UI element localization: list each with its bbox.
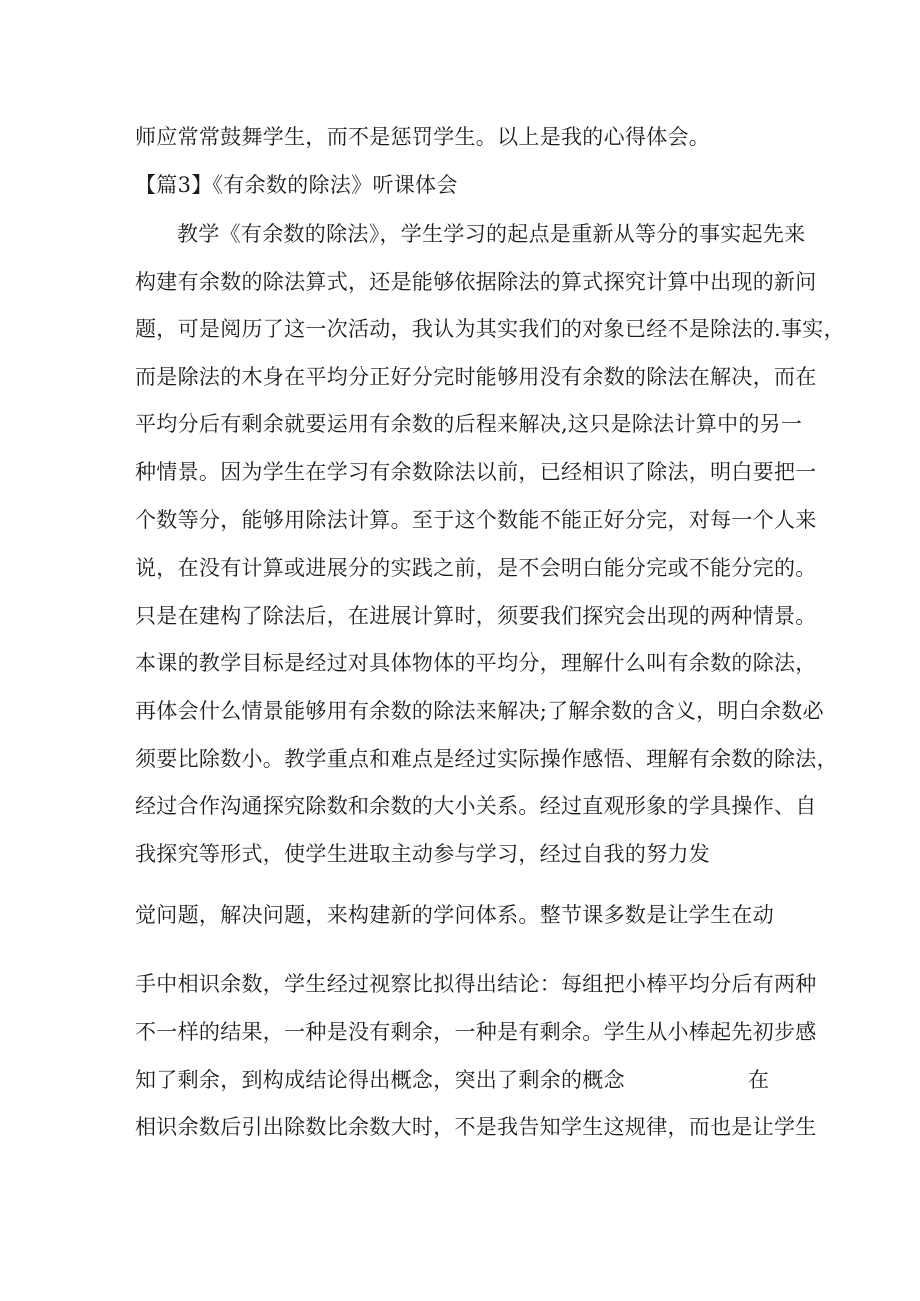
text-line-17: 觉问题，解决问题，来构建新的学问体系。整节课多数是让学生在动 bbox=[135, 903, 774, 927]
text-line-16: 我探究等形式，使学生进取主动参与学习，经过自我的努力发 bbox=[135, 842, 711, 866]
text-line-18: 手中相识余数，学生经过视察比拟得出结论：每组把小棒平均分后有两种 bbox=[135, 972, 817, 996]
text-line-21: 相识余数后引出除数比余数大时，不是我告知学生这规律，而也是让学生 bbox=[135, 1115, 817, 1139]
text-line-19: 不一样的结果，一种是没有剩余，一种是有剩余。学生从小棒起先初步感 bbox=[135, 1020, 817, 1044]
text-line-8: 种情景。因为学生在学习有余数除法以前，已经相识了除法，明白要把一 bbox=[135, 460, 817, 484]
text-line-20: 知了剩余，到构成结论得出概念，突出了剩余的概念 bbox=[135, 1068, 625, 1092]
text-line-7: 平均分后有剩余就要运用有余数的后程来解决,这只是除法计算中的另一 bbox=[135, 412, 803, 436]
text-line-9: 个数等分，能够用除法计算。至于这个数能不能正好分完，对每一个人来 bbox=[135, 508, 817, 532]
text-line-4: 构建有余数的除法算式，还是能够依据除法的算式探究计算中出现的新问 bbox=[135, 270, 817, 294]
text-line-5: 题，可是阅历了这一次活动，我认为其实我们的对象已经不是除法的.事实， bbox=[135, 317, 845, 341]
text-line-6: 而是除法的木身在平均分正好分完时能够用没有余数的除法在解决，而在 bbox=[135, 365, 817, 389]
text-line-20-tail: 在 bbox=[748, 1068, 770, 1092]
text-line-3: 教学《有余数的除法》，学生学习的起点是重新从等分的事实起先来 bbox=[177, 222, 806, 246]
text-line-10: 说，在没有计算或进展分的实践之前，是不会明白能分完或不能分完的。 bbox=[135, 556, 817, 580]
text-line-1: 师应常常鼓舞学生，而不是惩罚学生。以上是我的心得体会。 bbox=[135, 125, 711, 149]
text-line-12: 本课的教学目标是经过对具体物体的平均分，理解什么叫有余数的除法， bbox=[135, 651, 817, 675]
text-line-13: 再体会什么情景能够用有余数的除法来解决;了解余数的含义，明白余数必 bbox=[135, 699, 824, 723]
text-line-11: 只是在建构了除法后，在进展计算时，须要我们探究会出现的两种情景。 bbox=[135, 604, 817, 628]
text-line-15: 经过合作沟通探究除数和余数的大小关系。经过直观形象的学具操作、自 bbox=[135, 794, 817, 818]
section-heading: 【篇3】《有余数的除法》听课体会 bbox=[135, 173, 458, 197]
text-line-14: 须要比除数小。教学重点和难点是经过实际操作感悟、理解有余数的除法， bbox=[135, 747, 838, 771]
